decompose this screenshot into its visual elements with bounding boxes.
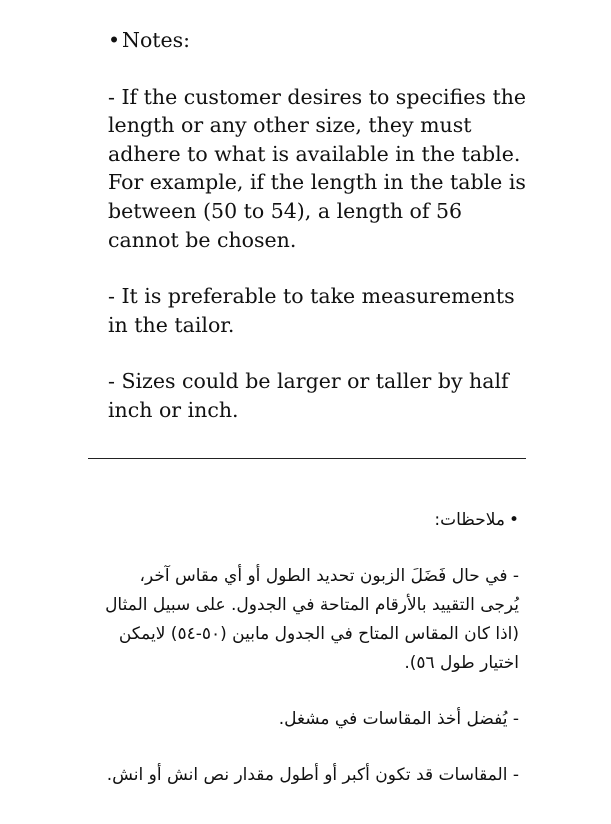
arabic-notes-section xyxy=(99,506,519,817)
bullet-icon: • xyxy=(508,510,519,530)
english-notes-section xyxy=(108,26,528,453)
arabic-note-3: - المقاسات قد تكون أكبر أو أطول مقدار نص انش أو انش. xyxy=(106,765,519,785)
english-note-1 xyxy=(108,83,528,255)
section-divider xyxy=(88,458,526,459)
arabic-note-1: - في حال فَضَلَ الزبون تحديد الطول أو أي مقاس آخر، يُرجى التقييد بالأرقام المتاحة في الجدول. على سبيل المثال (اذا كان المقاس المتاح في الجدول مابين (٥٠-٥٤) لايمكن اختيار طول ٥٦). xyxy=(105,566,519,673)
english-notes-heading xyxy=(108,26,528,55)
arabic-note-2: - يُفضل أخذ المقاسات في مشغل. xyxy=(278,709,519,729)
english-note-1-rule: - If the customer desires to specifies the length or any other size, they must adhere to what is available in the table. xyxy=(108,84,527,166)
arabic-heading-text: ملاحظات: xyxy=(434,510,505,530)
english-heading-text: Notes: xyxy=(122,28,191,52)
english-note-1-example: For example, if the length in the table is between (50 to 54), a length of 56 cannot be chosen. xyxy=(108,170,526,252)
english-note-3: - Sizes could be larger or taller by half inch or inch. xyxy=(108,369,509,422)
bullet-icon: • xyxy=(108,28,121,52)
english-note-2: - It is preferable to take measurements in the tailor. xyxy=(108,284,515,337)
arabic-notes-heading xyxy=(99,506,519,535)
